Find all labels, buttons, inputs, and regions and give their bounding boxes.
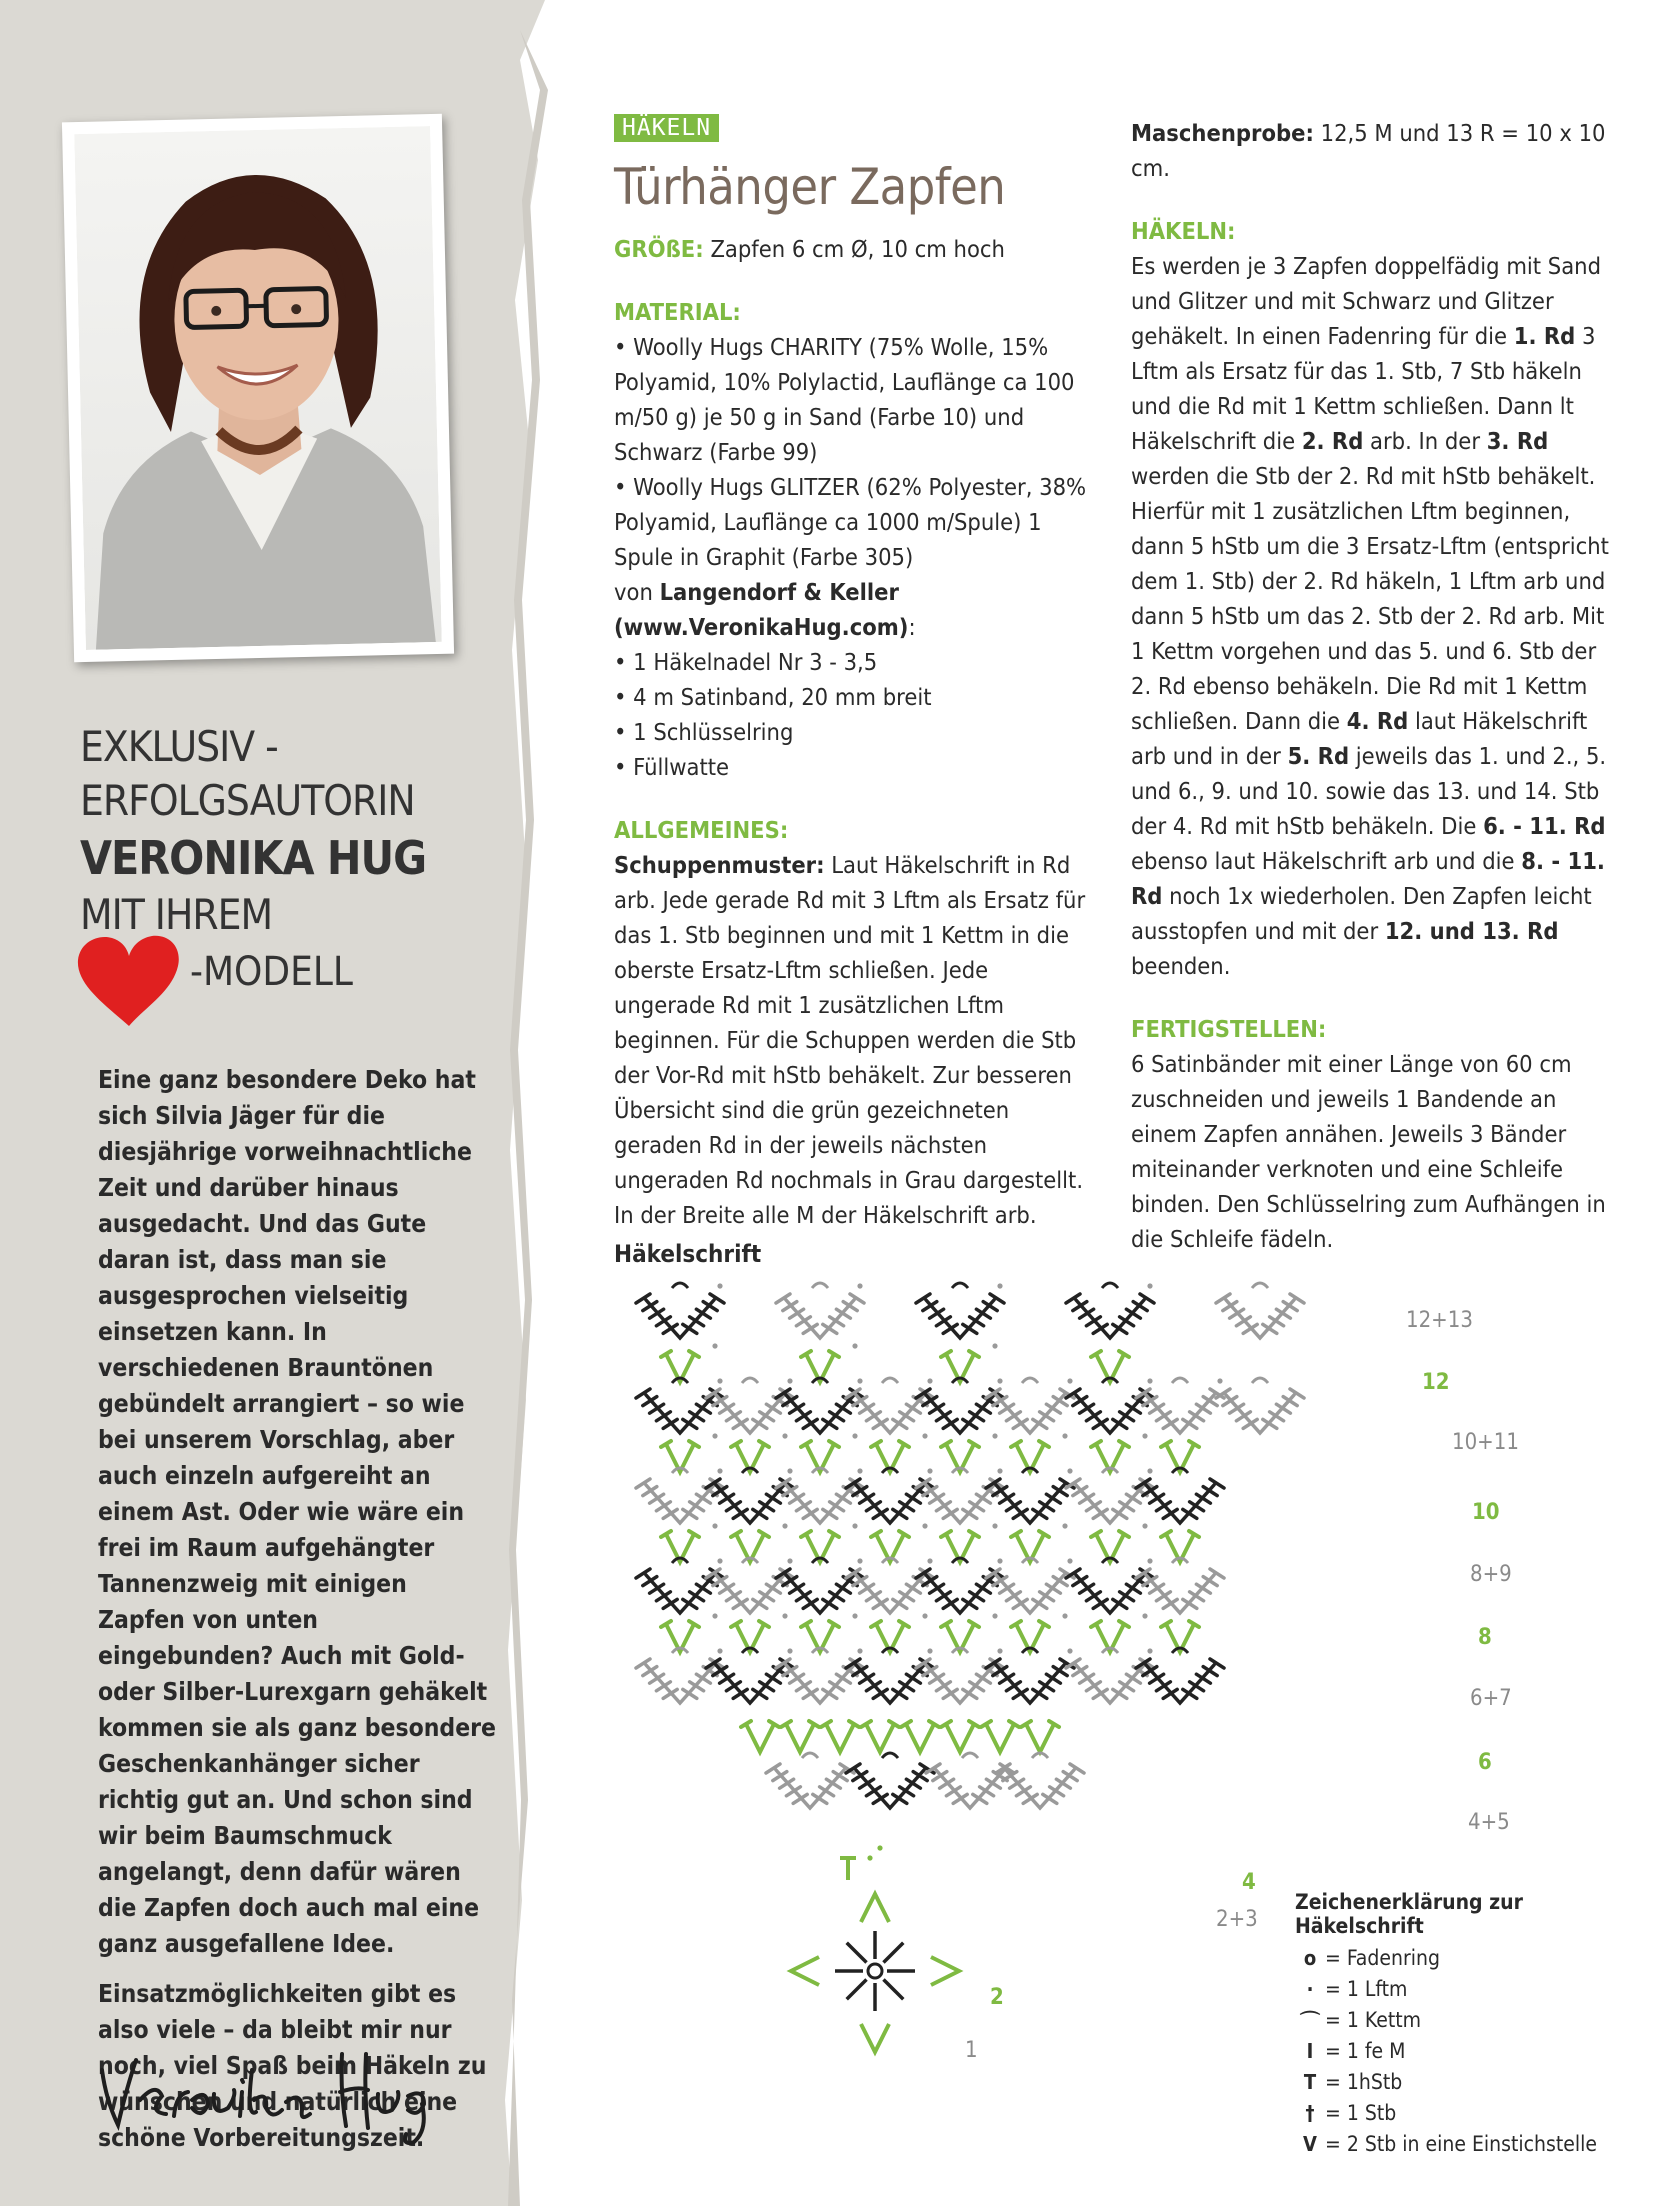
- row-12+13-scale: [776, 1294, 864, 1338]
- chain-stitch-dot: [1142, 1433, 1147, 1438]
- slip-stitch-mark: [1252, 1378, 1268, 1383]
- row-2-stitch: [840, 1858, 856, 1880]
- author-sidebar: [0, 0, 550, 2206]
- row-4-stitch: [741, 1721, 779, 1752]
- chain-stitch-dot: [717, 1558, 722, 1563]
- chain-stitch-dot: [927, 1378, 932, 1383]
- row-1-stitch: [883, 1943, 903, 1963]
- material-list-item: • 1 Schlüsselring: [614, 718, 794, 746]
- row-4-stitch: [981, 1721, 1019, 1752]
- category-tag: HÄKELN: [614, 114, 719, 142]
- slip-stitch-mark: [882, 1378, 898, 1383]
- chain-stitch-dot: [922, 1433, 927, 1438]
- slip-stitch-mark: [672, 1283, 688, 1288]
- chain-stitch-dot: [787, 1558, 792, 1563]
- author-name: VERONIKA HUG: [80, 831, 427, 885]
- chart-row-label: 12+13: [1406, 1308, 1473, 1333]
- page-title: Türhänger Zapfen: [614, 158, 1006, 216]
- chain-stitch-dot: [927, 1468, 932, 1473]
- row-4-stitch: [821, 1721, 859, 1752]
- instruction-text: arb. In der: [1363, 427, 1487, 455]
- chain-stitch-dot: [852, 1343, 857, 1348]
- chain-stitch-dot: [867, 1855, 872, 1860]
- instruction-text: werden die Stb der 2. Rd mit hStb behäkelt. Hierfür mit 1 zusätzlichen Lftm beginnen, dann 5 hStb um die 3 Ersatz-Lftm (entspricht dem 1. Stb) der 2. Rd häkeln, 1 Lftm arb und dann 5 hStb um das 2. Stb der 2. Rd arb. Mit 1 Kettm vorgehen und das 5. und 6. Stb der 2. Rd ebenso behäkeln. Die Rd mit 1 Kettm schließen. Dann die: [1131, 462, 1609, 735]
- round-ref: 1. Rd: [1513, 322, 1576, 350]
- material-heading: MATERIAL:: [614, 298, 741, 326]
- author-photo: [74, 126, 442, 650]
- instruction-text: Es werden je 3 Zapfen doppelfädig mit Sand und Glitzer und mit Schwarz und Glitzer gehäkelt. In einen Fadenring für die: [1131, 252, 1601, 350]
- chart-title: Häkelschrift: [614, 1240, 762, 1268]
- headline-line-5-suffix: -MODELL: [190, 949, 353, 995]
- legend-items: [1295, 1942, 1635, 2159]
- chain-stitch-dot: [852, 1433, 857, 1438]
- slip-stitch-mark: [1022, 1378, 1038, 1383]
- chain-stitch-dot: [992, 1343, 997, 1348]
- chart-legend: [1295, 1890, 1635, 2159]
- row-1-stitch: [847, 1943, 867, 1963]
- chart-row-label: 8: [1478, 1625, 1492, 1650]
- row-4-stitch: [941, 1721, 979, 1752]
- sidebar-headline: [80, 720, 500, 1042]
- chain-stitch-dot: [997, 1378, 1002, 1383]
- chain-stitch-dot: [1062, 1523, 1067, 1528]
- slip-stitch-mark: [1102, 1283, 1118, 1288]
- chain-stitch-dot: [997, 1648, 1002, 1653]
- chain-stitch-dot: [927, 1558, 932, 1563]
- slip-stitch-mark: [1252, 1283, 1268, 1288]
- headline-line-1: EXKLUSIV -: [80, 722, 278, 771]
- legend-item: [1295, 1973, 1635, 2004]
- chart-row-label: 6: [1478, 1750, 1492, 1775]
- chain-stitch-dot: [787, 1378, 792, 1383]
- legend-symbol: o: [1303, 1945, 1317, 1970]
- row-4-stitch: [1021, 1721, 1059, 1752]
- chart-row-label: 6+7: [1470, 1686, 1512, 1711]
- instruction-text: laut Häkelschrift arb und in der: [1131, 707, 1588, 770]
- row-1-stitch: [847, 1979, 867, 1999]
- headline-line-2: ERFOLGSAUTORIN: [80, 776, 415, 825]
- chain-stitch-dot: [992, 1613, 997, 1618]
- row-12+13-scale: [636, 1294, 724, 1338]
- round-ref: 5. Rd: [1287, 742, 1350, 770]
- instruction-text: noch 1x wiederholen. Den Zapfen leicht ausstopfen und mit der: [1131, 882, 1592, 945]
- chain-stitch-dot: [922, 1613, 927, 1618]
- chain-stitch-dot: [712, 1613, 717, 1618]
- chain-stitch-dot: [1067, 1468, 1072, 1473]
- row-2-stitch: [861, 1894, 889, 1922]
- row-4-stitch: [901, 1721, 939, 1752]
- row-4-stitch: [861, 1721, 899, 1752]
- chain-stitch-dot: [717, 1468, 722, 1473]
- slip-stitch-mark: [812, 1283, 828, 1288]
- chain-stitch-dot: [852, 1523, 857, 1528]
- chain-stitch-dot: [857, 1558, 862, 1563]
- chain-stitch-dot: [712, 1433, 717, 1438]
- chain-stitch-dot: [717, 1378, 722, 1383]
- gauge-label: Maschenprobe:: [1131, 119, 1314, 147]
- chart-row-label: 2+3: [1216, 1907, 1258, 1932]
- legend-text: = 1hStb: [1325, 2069, 1403, 2094]
- legend-item: [1295, 2128, 1635, 2159]
- headline-line-5: [80, 942, 500, 1042]
- chain-stitch-dot: [1062, 1613, 1067, 1618]
- chain-stitch-dot: [712, 1523, 717, 1528]
- chain-stitch-dot: [877, 1845, 882, 1850]
- chain-stitch-dot: [857, 1283, 862, 1288]
- chain-stitch-dot: [852, 1613, 857, 1618]
- slip-stitch-mark: [1172, 1378, 1188, 1383]
- author-signature: [96, 2030, 456, 2154]
- row-1-stitch: [883, 1979, 903, 1999]
- material-item-2: • Woolly Hugs GLITZER (62% Polyester, 38% Polyamid, Lauflänge ca 1000 m/Spule) 1 Spule in Graphit (Farbe 305): [614, 473, 1087, 571]
- row-10+11-scale: [1216, 1389, 1304, 1433]
- chain-stitch-dot: [857, 1648, 862, 1653]
- legend-item: [1295, 2066, 1635, 2097]
- finish-text: 6 Satinbänder mit einer Länge von 60 cm zuschneiden und jeweils 1 Bandende an einem Zapfen annähen. Jeweils 3 Bänder miteinander verknoten und eine Schleife binden. Den Schlüsselring zum Aufhängen in die Schleife fädeln.: [1131, 1050, 1606, 1253]
- row-12+13-scale: [1216, 1294, 1304, 1338]
- chain-stitch-dot: [782, 1613, 787, 1618]
- legend-item: [1295, 2097, 1635, 2128]
- row-4-stitch: [781, 1721, 819, 1752]
- legend-text: = 2 Stb in eine Einstichstelle: [1325, 2131, 1597, 2156]
- chain-stitch-dot: [997, 1283, 1002, 1288]
- legend-item: [1295, 1942, 1635, 1973]
- chain-stitch-dot: [857, 1378, 862, 1383]
- row-2+3-scale: [846, 1764, 934, 1808]
- round-ref: 4. Rd: [1346, 707, 1409, 735]
- chain-stitch-dot: [717, 1283, 722, 1288]
- website-text: (www.VeronikaHug.com): [614, 613, 909, 641]
- chain-stitch-dot: [1142, 1613, 1147, 1618]
- general-body: Laut Häkelschrift in Rd arb. Jede gerade Rd mit 3 Lftm als Ersatz für das 1. Stb beginnen und mit 1 Kettm in die oberste Ersatz-Lftm schließen. Jede ungerade Rd mit 1 zusätzlichen Lftm beginnen. Für die Schuppen werden die Stb der Vor-Rd mit hStb behäkelt. Zur besseren Übersicht sind die grün gezeichneten geraden Rd in der jeweils nächsten ungeraden Rd nochmals in Grau dargestellt. In der Breite alle M der Häkelschrift arb.: [614, 851, 1086, 1229]
- chain-stitch-dot: [927, 1648, 932, 1653]
- magic-ring-icon: [868, 1964, 882, 1978]
- legend-symbol: I: [1306, 2038, 1314, 2063]
- chart-row-label: 2: [990, 1985, 1004, 2010]
- chain-stitch-dot: [997, 1558, 1002, 1563]
- round-ref: 3. Rd: [1486, 427, 1549, 455]
- round-ref: 8. - 11. Rd: [1131, 847, 1605, 910]
- row-12+13-scale: [916, 1294, 1004, 1338]
- instruction-text: 3 Lftm als Ersatz für das 1. Stb, 7 Stb häkeln und die Rd mit 1 Kettm schließen. Dann lt Häkelschrift die: [1131, 322, 1596, 455]
- instruction-text: ebenso laut Häkelschrift arb und die: [1131, 847, 1522, 875]
- chain-stitch-dot: [782, 1523, 787, 1528]
- website-colon: :: [908, 613, 916, 641]
- slip-stitch-mark: [962, 1753, 978, 1758]
- legend-symbol: T: [1303, 2069, 1317, 2094]
- slip-stitch-mark: [802, 1753, 818, 1758]
- legend-title: Zeichenerklärung zur Häkelschrift: [1295, 1890, 1523, 1938]
- supplier-prefix: von: [614, 578, 660, 606]
- legend-text: = Fadenring: [1325, 1945, 1440, 1970]
- chart-row-label: 10+11: [1452, 1430, 1519, 1455]
- instruction-text: jeweils das 1. und 2., 5. und 6., 9. und 10. sowie das 13. und 14. Stb der 4. Rd mit hStb behäkeln. Die: [1131, 742, 1607, 840]
- intro-text: [98, 1062, 498, 2170]
- chart-row-label: 4: [1242, 1870, 1256, 1895]
- supplier-name: Langendorf & Keller: [659, 578, 899, 606]
- row-2-stitch: [931, 1957, 959, 1985]
- chain-stitch-dot: [922, 1523, 927, 1528]
- size-label: GRÖßE:: [614, 235, 704, 263]
- author-photo-frame: [62, 114, 454, 662]
- finish-heading: FERTIGSTELLEN:: [1131, 1015, 1327, 1043]
- legend-text: = 1 fe M: [1325, 2038, 1406, 2063]
- chain-stitch-dot: [857, 1468, 862, 1473]
- slip-stitch-mark: [882, 1753, 898, 1758]
- legend-symbol: †: [1305, 2100, 1315, 2125]
- round-ref: 2. Rd: [1301, 427, 1364, 455]
- crochet-heading: HÄKELN:: [1131, 217, 1236, 245]
- chain-stitch-dot: [1147, 1558, 1152, 1563]
- size-text: Zapfen 6 cm Ø, 10 cm hoch: [710, 235, 1005, 263]
- instruction-text: beenden.: [1131, 952, 1231, 980]
- chain-stitch-dot: [997, 1468, 1002, 1473]
- chain-stitch-dot: [787, 1468, 792, 1473]
- chain-stitch-dot: [1147, 1468, 1152, 1473]
- round-ref: 6. - 11. Rd: [1483, 812, 1606, 840]
- round-ref: 12. und 13. Rd: [1384, 917, 1559, 945]
- intro-paragraph-2: Einsatzmöglichkeiten gibt es also viele – da bleibt mir nur noch, viel Spaß beim Häkeln zu wünschen und natürlich eine schöne Vorbereitungszeit.: [98, 1979, 487, 2152]
- chart-row-label: 4+5: [1468, 1810, 1510, 1835]
- chain-stitch-dot: [1062, 1433, 1067, 1438]
- legend-symbol: V: [1303, 2131, 1317, 2156]
- headline-line-4: MIT IHREM: [80, 890, 273, 939]
- chart-row-label: 8+9: [1470, 1562, 1512, 1587]
- crochet-instructions: [1131, 249, 1609, 984]
- chain-stitch-dot: [1067, 1378, 1072, 1383]
- scale-pattern-label: Schuppenmuster:: [614, 851, 825, 879]
- heart-icon: [74, 932, 184, 1032]
- material-list-item: • Füllwatte: [614, 753, 730, 781]
- chain-stitch-dot: [1147, 1378, 1152, 1383]
- chain-stitch-dot: [1142, 1523, 1147, 1528]
- chart-row-label: 10: [1472, 1500, 1500, 1525]
- instructions-column: [1131, 116, 1609, 1257]
- chain-stitch-dot: [1067, 1558, 1072, 1563]
- legend-text: = 1 Stb: [1325, 2100, 1397, 2125]
- material-list: [614, 645, 1094, 785]
- legend-symbol: ⌒: [1300, 2009, 1320, 2033]
- gauge-line: [1131, 116, 1609, 186]
- general-text: [614, 848, 1094, 1233]
- chain-stitch-dot: [782, 1433, 787, 1438]
- chain-stitch-dot: [992, 1523, 997, 1528]
- material-website: [614, 610, 1094, 645]
- material-supplier: [614, 575, 1094, 610]
- chart-row-label: 1: [965, 2038, 978, 2063]
- general-heading: ALLGEMEINES:: [614, 816, 789, 844]
- materials-column: [614, 232, 1094, 1233]
- chain-stitch-dot: [1067, 1648, 1072, 1653]
- slip-stitch-mark: [742, 1378, 758, 1383]
- legend-item: [1295, 2035, 1635, 2066]
- chain-stitch-dot: [1147, 1648, 1152, 1653]
- intro-paragraph-1: Eine ganz besondere Deko hat sich Silvia Jäger für die diesjährige vorweihnachtliche Zeit und darüber hinaus ausgedacht. Und das Gute daran ist, dass man sie ausgesprochen vielseitig einsetzen kann. In verschiedenen Brauntönen gebündelt arrangiert – so wie bei unserem Vorschlag, aber auch einzeln aufgereiht an einem Ast. Oder wie wäre ein frei im Raum aufgehängter Tannenzweig mit einigen Zapfen von unten eingebunden? Auch mit Gold- oder Silber-Lurexgarn gehäkelt kommen sie als ganz besondere Geschenkanhänger sicher richtig gut an. Und schon sind wir beim Baumschmuck angelangt, denn dafür wären die Zapfen doch auch mal eine ganz ausgefallene Idee.: [98, 1065, 496, 1958]
- row-2-stitch: [791, 1957, 819, 1985]
- row-2-stitch: [861, 2024, 889, 2052]
- chain-stitch-dot: [1217, 1378, 1222, 1383]
- legend-symbol: ·: [1306, 1976, 1314, 2001]
- chain-stitch-dot: [712, 1343, 717, 1348]
- slip-stitch-mark: [952, 1283, 968, 1288]
- material-list-item: • 4 m Satinband, 20 mm breit: [614, 683, 932, 711]
- size-line: [614, 232, 1094, 267]
- chart-row-label: 12: [1422, 1370, 1450, 1395]
- legend-text: = 1 Lftm: [1325, 1976, 1408, 2001]
- chain-stitch-dot: [717, 1648, 722, 1653]
- legend-item: [1295, 2004, 1635, 2035]
- material-item-1: • Woolly Hugs CHARITY (75% Wolle, 15% Polyamid, 10% Polylactid, Lauflänge ca 100 m/50 g) je 50 g in Sand (Farbe 10) und Schwarz (Farbe 99): [614, 333, 1075, 466]
- chain-stitch-dot: [787, 1648, 792, 1653]
- legend-text: = 1 Kettm: [1325, 2007, 1422, 2032]
- gauge-text: 12,5 M und 13 R = 10 x 10 cm.: [1131, 119, 1606, 182]
- chain-stitch-dot: [1147, 1283, 1152, 1288]
- row-2+3-scale: [766, 1764, 854, 1808]
- row-12+13-scale: [1066, 1294, 1154, 1338]
- material-list-item: • 1 Häkelnadel Nr 3 - 3,5: [614, 648, 878, 676]
- chain-stitch-dot: [992, 1433, 997, 1438]
